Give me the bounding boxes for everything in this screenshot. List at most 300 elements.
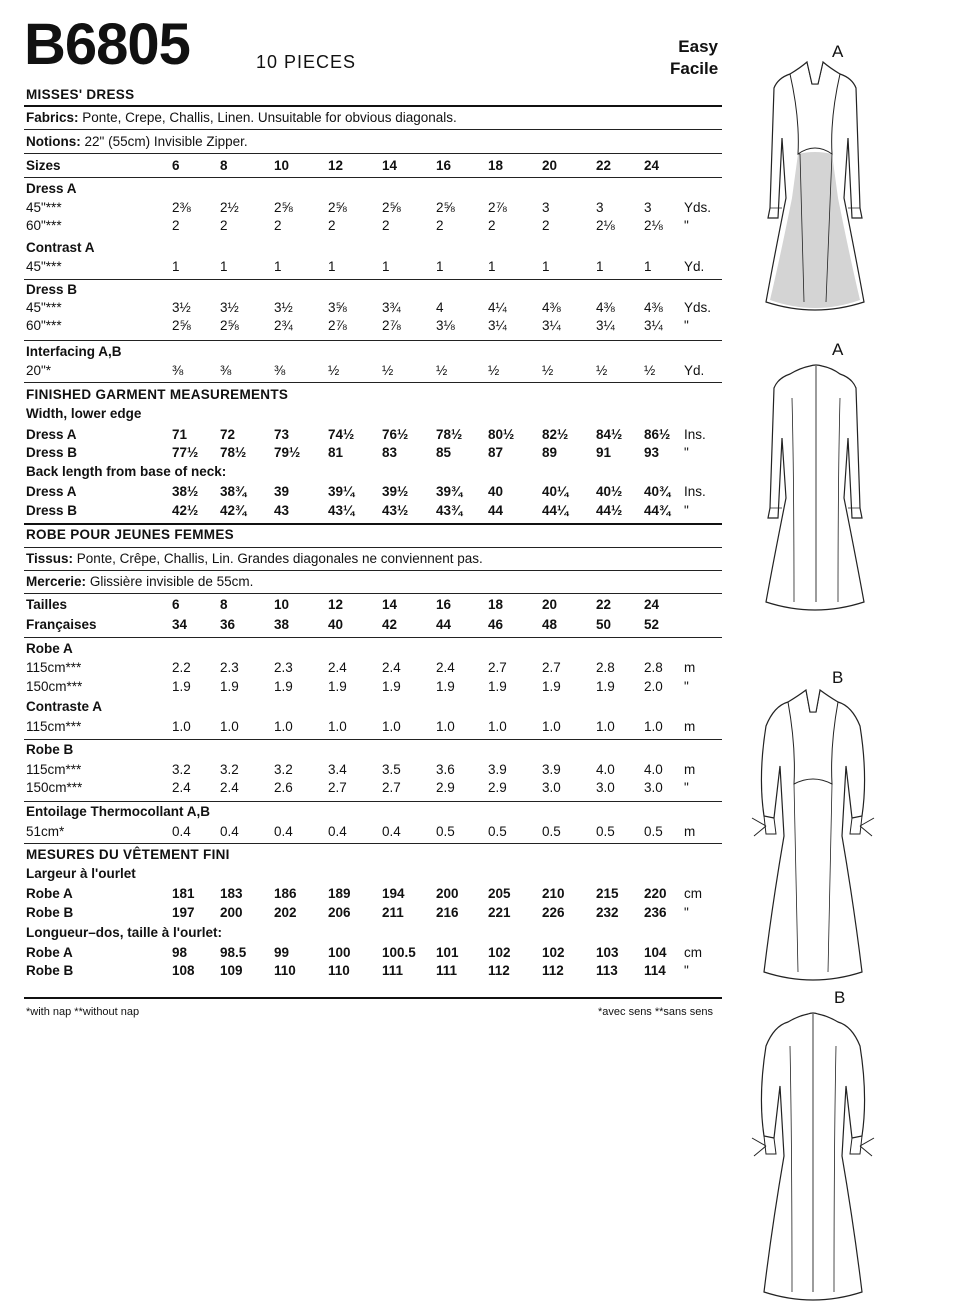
table-cell: 43¼ (328, 503, 355, 518)
table-row (24, 679, 722, 697)
table-cell: 0.5 (596, 824, 615, 839)
table-row (24, 300, 722, 318)
unit: m (684, 762, 696, 777)
table-cell: 183 (220, 886, 243, 901)
table-cell: 0.5 (644, 824, 663, 839)
table-cell: 39½ (382, 484, 409, 499)
unit: " (684, 905, 689, 920)
table-cell: 3½ (220, 300, 239, 315)
table-cell: 0.4 (328, 824, 347, 839)
table-cell: 111 (382, 963, 404, 978)
row-label: 45"*** (26, 259, 62, 274)
table-cell: 1.9 (220, 679, 239, 694)
group-label: Robe B (26, 742, 74, 757)
table-cell: ½ (542, 363, 554, 378)
table-cell: 42 (382, 617, 398, 632)
table-cell: 1 (488, 259, 496, 274)
table-cell: 3¾ (382, 300, 401, 315)
pattern-number: B6805 (24, 12, 190, 77)
table-cell: 232 (596, 905, 619, 920)
section-title: FINISHED GARMENT MEASUREMENTS (26, 387, 289, 402)
table-cell: 216 (436, 905, 459, 920)
table-row (24, 363, 722, 381)
table-cell: 2⅛ (596, 218, 615, 233)
table-cell: 78½ (220, 445, 247, 460)
row-label: 150cm*** (26, 679, 83, 694)
table-cell: 82½ (542, 427, 569, 442)
table-cell: 1.0 (328, 719, 347, 734)
group-label: Longueur–dos, taille à l'ourlet: (26, 925, 222, 940)
table-cell: 206 (328, 905, 351, 920)
unit: " (684, 780, 689, 795)
table-cell: 40¾ (644, 484, 671, 499)
table-cell: 22 (596, 158, 612, 173)
table-cell: 200 (220, 905, 243, 920)
table-cell: 3.0 (644, 780, 663, 795)
dress-b-front-illustration (748, 686, 878, 986)
table-cell: 2.8 (644, 660, 663, 675)
nap-note-fr: *avec sens **sans sens (598, 1006, 713, 1018)
table-cell: 3 (644, 200, 652, 215)
table-cell: 3.2 (172, 762, 191, 777)
divider (24, 801, 722, 802)
table-cell: 103 (596, 945, 619, 960)
table-cell: 104 (644, 945, 667, 960)
table-cell: 211 (382, 905, 404, 920)
row-label: Dress A (26, 484, 77, 499)
unit: " (684, 318, 689, 333)
table-row (24, 719, 722, 737)
divider (24, 593, 722, 594)
table-cell: 20 (542, 597, 558, 612)
table-cell: 20 (542, 158, 558, 173)
table-row (24, 762, 722, 780)
table-cell: ½ (328, 363, 340, 378)
row-label: 45"*** (26, 200, 62, 215)
table-cell: 3¼ (542, 318, 561, 333)
table-cell: 2⅛ (644, 218, 663, 233)
nap-note-en: *with nap **without nap (26, 1006, 140, 1018)
table-cell: 197 (172, 905, 195, 920)
unit: " (684, 503, 689, 518)
table-cell: 89 (542, 445, 558, 460)
table-cell: 4¼ (488, 300, 507, 315)
table-cell: 4⅜ (596, 300, 615, 315)
group-label: Entoilage Thermocollant A,B (26, 804, 211, 819)
table-cell: 3.9 (542, 762, 561, 777)
table-cell: 1.0 (488, 719, 507, 734)
group-label: Interfacing A,B (26, 344, 122, 359)
table-cell: 2 (382, 218, 390, 233)
table-cell: 46 (488, 617, 504, 632)
table-cell: 2 (274, 218, 282, 233)
table-cell: 2.7 (328, 780, 347, 795)
table-cell: 87 (488, 445, 504, 460)
table-cell: 0.5 (488, 824, 507, 839)
english-title: MISSES' DRESS (26, 87, 135, 102)
sizes-row (24, 617, 722, 635)
group-heading (24, 641, 722, 659)
table-cell: 1 (220, 259, 228, 274)
table-cell: 10 (274, 597, 290, 612)
table-cell: 2.7 (382, 780, 401, 795)
table-cell: 1.9 (172, 679, 191, 694)
group-heading (24, 282, 722, 300)
table-cell: 1.0 (644, 719, 663, 734)
table-cell: 221 (488, 905, 511, 920)
table-cell: 83 (382, 445, 398, 460)
table-cell: 2 (488, 218, 496, 233)
table-row (24, 824, 722, 842)
fabrics-label: Fabrics: (26, 110, 79, 125)
table-cell: 4.0 (596, 762, 615, 777)
table-cell: 205 (488, 886, 511, 901)
table-cell: 1 (328, 259, 336, 274)
table-cell: 99 (274, 945, 290, 960)
group-label: Back length from base of neck: (26, 464, 227, 479)
table-cell: 10 (274, 158, 290, 173)
unit: Yd. (684, 363, 705, 378)
divider (24, 105, 722, 107)
table-cell: 1.0 (596, 719, 615, 734)
table-cell: 44½ (596, 503, 623, 518)
row-label: Robe A (26, 886, 73, 901)
divider (24, 523, 722, 525)
table-row (24, 259, 722, 277)
table-cell: 3.6 (436, 762, 455, 777)
piece-count: 10 PIECES (256, 52, 357, 72)
table-cell: ½ (644, 363, 656, 378)
table-cell: 0.4 (172, 824, 191, 839)
group-heading (24, 742, 722, 760)
table-cell: 194 (382, 886, 405, 901)
table-cell: 3.9 (488, 762, 507, 777)
unit: m (684, 660, 696, 675)
table-cell: 91 (596, 445, 612, 460)
table-cell: ½ (382, 363, 394, 378)
table-cell: 2.4 (436, 660, 455, 675)
group-label: Robe A (26, 641, 73, 656)
table-cell: 18 (488, 158, 504, 173)
figure-label-a-front: A (832, 42, 844, 61)
notions-label: Notions: (26, 134, 81, 149)
table-cell: 181 (172, 886, 195, 901)
tissus-line (26, 551, 483, 566)
table-cell: 85 (436, 445, 452, 460)
table-cell: 236 (644, 905, 667, 920)
row-label: Robe B (26, 905, 74, 920)
row-label: Dress B (26, 503, 78, 518)
table-cell: 24 (644, 158, 660, 173)
row-label: 115cm*** (26, 719, 82, 734)
row-label: 45"*** (26, 300, 62, 315)
divider (24, 570, 722, 571)
table-cell: 2.4 (328, 660, 347, 675)
table-cell: 189 (328, 886, 351, 901)
table-cell: 8 (220, 597, 228, 612)
table-cell: 52 (644, 617, 660, 632)
section-title: ROBE POUR JEUNES FEMMES (26, 527, 234, 542)
table-cell: 43½ (382, 503, 409, 518)
table-cell: 42½ (172, 503, 199, 518)
table-cell: 14 (382, 597, 398, 612)
table-cell: 43 (274, 503, 290, 518)
table-cell: 2.9 (436, 780, 455, 795)
table-cell: 2⅞ (382, 318, 401, 333)
row-label: 115cm*** (26, 762, 82, 777)
group-label: Dress B (26, 282, 78, 297)
table-cell: 2.7 (488, 660, 507, 675)
table-cell: 2 (220, 218, 228, 233)
row-label: Dress A (26, 427, 77, 442)
table-cell: 3¼ (596, 318, 615, 333)
para-label: Tissus: (26, 551, 74, 566)
table-cell: 2⅝ (274, 200, 293, 215)
table-cell: 3¼ (644, 318, 663, 333)
dress-a-back-illustration (760, 358, 870, 616)
table-cell: 38½ (172, 484, 199, 499)
table-cell: 2⅞ (328, 318, 347, 333)
table-row (24, 886, 722, 904)
table-cell: 1.0 (542, 719, 561, 734)
table-cell: 79½ (274, 445, 301, 460)
table-cell: 1 (382, 259, 390, 274)
table-cell: 3 (596, 200, 604, 215)
table-cell: 110 (274, 963, 296, 978)
table-cell: 6 (172, 158, 180, 173)
table-cell: 40 (328, 617, 344, 632)
table-cell: 186 (274, 886, 297, 901)
table-cell: 2.8 (596, 660, 615, 675)
table-cell: 226 (542, 905, 565, 920)
unit: " (684, 963, 689, 978)
table-cell: 101 (436, 945, 459, 960)
group-heading (24, 464, 722, 482)
table-cell: 40½ (596, 484, 623, 499)
table-cell: 2.9 (488, 780, 507, 795)
table-cell: 1 (172, 259, 180, 274)
table-cell: 76½ (382, 427, 409, 442)
table-cell: 24 (644, 597, 660, 612)
table-cell: 2.6 (274, 780, 293, 795)
table-cell: 48 (542, 617, 558, 632)
table-cell: 43¾ (436, 503, 463, 518)
row-label: Robe A (26, 945, 73, 960)
para-text: Ponte, Crêpe, Challis, Lin. Grandes diagonales ne conviennent pas. (76, 551, 483, 566)
table-cell: 108 (172, 963, 195, 978)
table-cell: 102 (542, 945, 565, 960)
group-heading (24, 344, 722, 362)
dress-b-back-illustration (748, 1006, 878, 1306)
table-cell: 1.9 (436, 679, 455, 694)
table-cell: 4.0 (644, 762, 663, 777)
table-cell: 84½ (596, 427, 623, 442)
table-cell: 100 (328, 945, 351, 960)
figure-label-a-back: A (832, 340, 844, 359)
table-cell: 1 (274, 259, 282, 274)
table-cell: 2 (172, 218, 180, 233)
table-cell: 39¼ (328, 484, 355, 499)
table-cell: 111 (436, 963, 458, 978)
table-cell: 0.4 (382, 824, 401, 839)
table-row (24, 445, 722, 463)
table-cell: 2¾ (274, 318, 293, 333)
row-label: 60"*** (26, 318, 62, 333)
group-heading (24, 866, 722, 884)
difficulty (670, 36, 718, 80)
table-cell: 38 (274, 617, 290, 632)
group-label: Largeur à l'ourlet (26, 866, 136, 881)
table-cell: 3.4 (328, 762, 347, 777)
table-cell: 113 (596, 963, 618, 978)
table-cell: 80½ (488, 427, 515, 442)
fabrics-line (26, 110, 457, 125)
table-cell: 1.9 (328, 679, 347, 694)
row-label: Robe B (26, 963, 74, 978)
group-label: Contraste A (26, 699, 103, 714)
divider (24, 843, 722, 844)
mercerie-line (26, 574, 253, 589)
table-cell: 2.4 (382, 660, 401, 675)
table-cell: 2.7 (542, 660, 561, 675)
table-cell: 38¾ (220, 484, 247, 499)
table-cell: 16 (436, 597, 452, 612)
difficulty-fr: Facile (670, 59, 719, 78)
table-cell: 2.3 (274, 660, 293, 675)
divider (24, 739, 722, 740)
table-cell: 2⅜ (172, 200, 191, 215)
table-cell: 1.0 (172, 719, 191, 734)
table-cell: 12 (328, 158, 344, 173)
table-cell: 40 (488, 484, 504, 499)
table-cell: 14 (382, 158, 398, 173)
divider (24, 547, 722, 548)
unit: m (684, 719, 696, 734)
table-cell: 50 (596, 617, 612, 632)
table-cell: 12 (328, 597, 344, 612)
table-cell: 0.5 (436, 824, 455, 839)
row-label: Françaises (26, 617, 97, 632)
table-cell: 39¾ (436, 484, 463, 499)
table-cell: 210 (542, 886, 565, 901)
para-text: Glissière invisible de 55cm. (89, 574, 254, 589)
table-cell: 1.9 (596, 679, 615, 694)
group-heading (24, 699, 722, 717)
dress-a-front-illustration (760, 58, 870, 316)
table-cell: 2.4 (220, 780, 239, 795)
table-cell: 2⅝ (382, 200, 401, 215)
table-cell: 93 (644, 445, 660, 460)
table-row (24, 200, 722, 218)
table-cell: 100.5 (382, 945, 416, 960)
table-cell: 1.9 (382, 679, 401, 694)
table-cell: 44 (436, 617, 452, 632)
table-cell: ½ (596, 363, 608, 378)
divider (24, 153, 722, 154)
table-cell: ⅜ (274, 363, 286, 378)
table-cell: 3⅛ (436, 318, 455, 333)
group-heading (24, 925, 722, 943)
table-row (24, 780, 722, 798)
table-cell: 6 (172, 597, 180, 612)
row-label: Sizes (26, 158, 61, 173)
unit: Ins. (684, 427, 706, 442)
group-heading (24, 804, 722, 822)
divider (24, 177, 722, 178)
group-heading (24, 406, 722, 424)
table-cell: 112 (542, 963, 564, 978)
table-cell: 36 (220, 617, 236, 632)
table-row (24, 963, 722, 981)
group-label: Width, lower edge (26, 406, 142, 421)
table-cell: 3.0 (596, 780, 615, 795)
table-row (24, 905, 722, 923)
unit: cm (684, 886, 702, 901)
table-cell: 44¾ (644, 503, 671, 518)
table-cell: 4 (436, 300, 444, 315)
table-cell: 81 (328, 445, 344, 460)
unit: Yds. (684, 200, 712, 215)
group-label: Contrast A (26, 240, 95, 255)
row-label: 20"* (26, 363, 52, 378)
table-cell: 1 (436, 259, 444, 274)
table-cell: 8 (220, 158, 228, 173)
figure-label-b-front: B (832, 668, 844, 687)
table-cell: 39 (274, 484, 290, 499)
table-cell: 2.0 (644, 679, 663, 694)
table-cell: 1.0 (274, 719, 293, 734)
difficulty-en: Easy (678, 37, 718, 56)
unit: Ins. (684, 484, 706, 499)
group-label: Dress A (26, 181, 77, 196)
sizes-row (24, 158, 722, 176)
sizes-row (24, 597, 722, 615)
row-label: 150cm*** (26, 780, 83, 795)
table-row (24, 318, 722, 336)
table-cell: 0.4 (274, 824, 293, 839)
table-cell: 1 (542, 259, 550, 274)
table-cell: 2½ (220, 200, 239, 215)
row-label: Tailles (26, 597, 68, 612)
table-cell: 86½ (644, 427, 671, 442)
table-cell: 44¼ (542, 503, 569, 518)
table-cell: 109 (220, 963, 243, 978)
table-cell: ½ (436, 363, 448, 378)
table-cell: 102 (488, 945, 511, 960)
table-cell: 2⅝ (220, 318, 239, 333)
table-row (24, 218, 722, 236)
divider (24, 340, 722, 341)
table-cell: ⅜ (220, 363, 232, 378)
table-cell: 0.5 (542, 824, 561, 839)
table-cell: 220 (644, 886, 667, 901)
table-cell: 1.0 (220, 719, 239, 734)
table-cell: 3½ (172, 300, 191, 315)
table-cell: 2⅝ (172, 318, 191, 333)
table-cell: 98 (172, 945, 188, 960)
table-cell: 77½ (172, 445, 199, 460)
unit: Yds. (684, 300, 712, 315)
table-row (24, 503, 722, 521)
table-cell: 114 (644, 963, 666, 978)
table-cell: 71 (172, 427, 188, 442)
row-label: Dress B (26, 445, 78, 460)
table-cell: 1.9 (542, 679, 561, 694)
unit: cm (684, 945, 702, 960)
notions-line (26, 134, 248, 149)
table-cell: 2⅝ (328, 200, 347, 215)
table-cell: ⅜ (172, 363, 184, 378)
